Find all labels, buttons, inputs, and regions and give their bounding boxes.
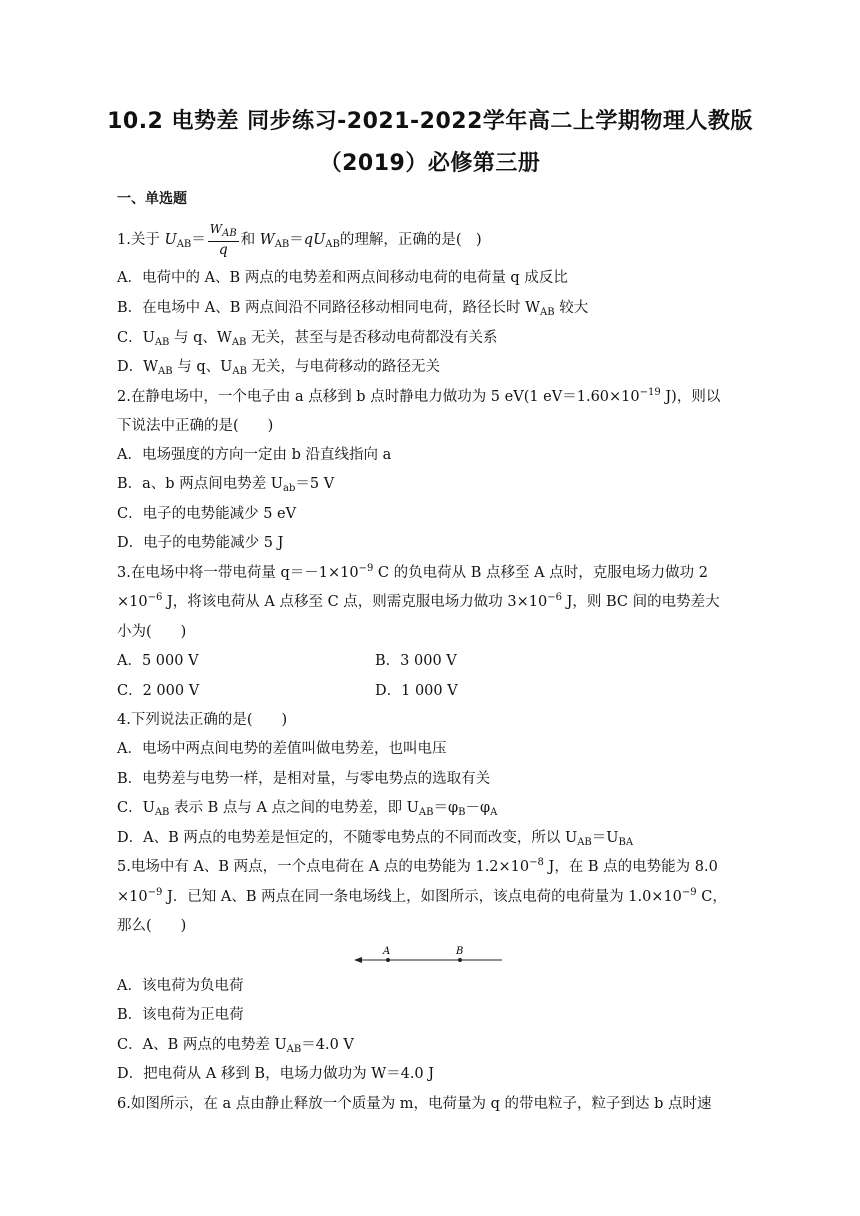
question-3-option-c: C．2 000 V: [117, 683, 200, 699]
question-2-stem-line1: 2.在静电场中，一个电子由 a 点移到 b 点时静电力做功为 5 eV(1 $eV=1.60\times 10^{-19}$ J)，则以: [117, 387, 721, 405]
point-a: [386, 958, 390, 962]
document-title-line1: 10.2 电势差 同步练习-2021-2022学年高二上学期物理人教版: [107, 109, 753, 134]
question-1-option-b: B．在电场中 A、B 两点间沿不同路径移动相同电荷，路径长时 $W_{AB}$ 较大: [117, 300, 589, 318]
question-4-option-c: C．$U_{AB}$ 表示 B 点与 A 点之间的电势差，即 $U_{AB}=\varphi_B-\varphi_A$: [117, 800, 498, 818]
point-b-label: B: [456, 946, 464, 957]
question-2-option-d: D．电子的电势能减少 5 J: [117, 535, 284, 551]
question-3-stem-line1: 3.在电场中将一带电荷量 $q=-1\times 10^{-9}$ C 的负电荷从 B 点移至 A 点时，克服电场力做功 2: [117, 563, 709, 581]
question-2-option-b: B．a、b 两点间电势差 $U_{ab}=5$ V: [117, 476, 335, 494]
question-5-option-b: B．该电荷为正电荷: [117, 1007, 244, 1023]
question-6-stem-line1: 6.如图所示，在 a 点由静止释放一个质量为 m，电荷量为 q 的带电粒子，粒子到达 b 点时速: [117, 1096, 712, 1112]
question-4-option-d: D．A、B 两点的电势差是恒定的，不随零电势点的不同而改变，所以 $U_{AB}=U_{BA}$: [117, 830, 634, 848]
arrow-left-icon: [354, 957, 362, 963]
section-heading: 一、单选题: [117, 191, 187, 207]
question-3-stem-line3: 小为( ): [117, 624, 187, 640]
question-1-stem: 1.关于 $U_{AB}=$ $\frac{W_{AB}}{q}$ 和 $W_{AB}=qU_{AB}$的理解，正确的是( ): [117, 222, 482, 258]
point-b: [458, 958, 462, 962]
question-5-option-a: A．该电荷为负电荷: [117, 978, 244, 994]
question-5-stem-line1: 5.电场中有 A、B 两点，一个点电荷在 A 点的电势能为 $1.2\times 10^{-8}$ J，在 B 点的电势能为 8.0: [117, 857, 718, 875]
question-5-option-c: C．A、B 两点的电势差 $U_{AB}=4.0$ V: [117, 1037, 354, 1055]
question-5-option-d: D．把电荷从 A 移到 B，电场力做功为 W＝4.0 J: [117, 1066, 435, 1082]
question-1-option-c: C．$U_{AB}$ 与 q、$W_{AB}$ 无关，甚至与是否移动电荷都没有关系: [117, 330, 498, 348]
question-3-option-a: A．5 000 V: [117, 653, 199, 669]
fraction: $\frac{W_{AB}}{q}$: [209, 222, 237, 258]
question-3-option-b: B．3 000 V: [375, 653, 457, 669]
question-1-option-a: A．电荷中的 A、B 两点的电势差和两点间移动电荷的电荷量 q 成反比: [117, 270, 568, 286]
question-2-stem-line2: 下说法中正确的是( ): [117, 418, 274, 434]
field-line-figure: [350, 944, 510, 970]
point-a-label: A: [383, 946, 391, 957]
question-4-stem: 4.下列说法正确的是( ): [117, 712, 288, 728]
question-3-option-d: D．1 000 V: [375, 683, 458, 699]
question-3-stem-line2: $\times 10^{-6}$ J，将该电荷从 A 点移至 C 点，则需克服电场力做功 $3\times 10^{-6}$ J，则 BC 间的电势差大: [117, 592, 720, 610]
question-5-stem-line3: 那么( ): [117, 918, 187, 934]
question-4-option-b: B．电势差与电势一样，是相对量，与零电势点的选取有关: [117, 771, 491, 787]
question-4-option-a: A．电场中两点间电势的差值叫做电势差，也叫电压: [117, 741, 447, 757]
document-title-line2: （2019）必修第三册: [319, 151, 541, 176]
question-2-option-a: A．电场强度的方向一定由 b 沿直线指向 a: [117, 447, 392, 463]
question-1-option-d: D．$W_{AB}$ 与 q、$U_{AB}$ 无关，与电荷移动的路径无关: [117, 359, 441, 377]
question-5-stem-line2: $\times 10^{-9}$ J．已知 A、B 两点在同一条电场线上，如图所示，该点电荷的电荷量为 $1.0\times 10^{-9}$ C，: [117, 887, 727, 905]
question-2-option-c: C．电子的电势能减少 5 eV: [117, 506, 297, 522]
